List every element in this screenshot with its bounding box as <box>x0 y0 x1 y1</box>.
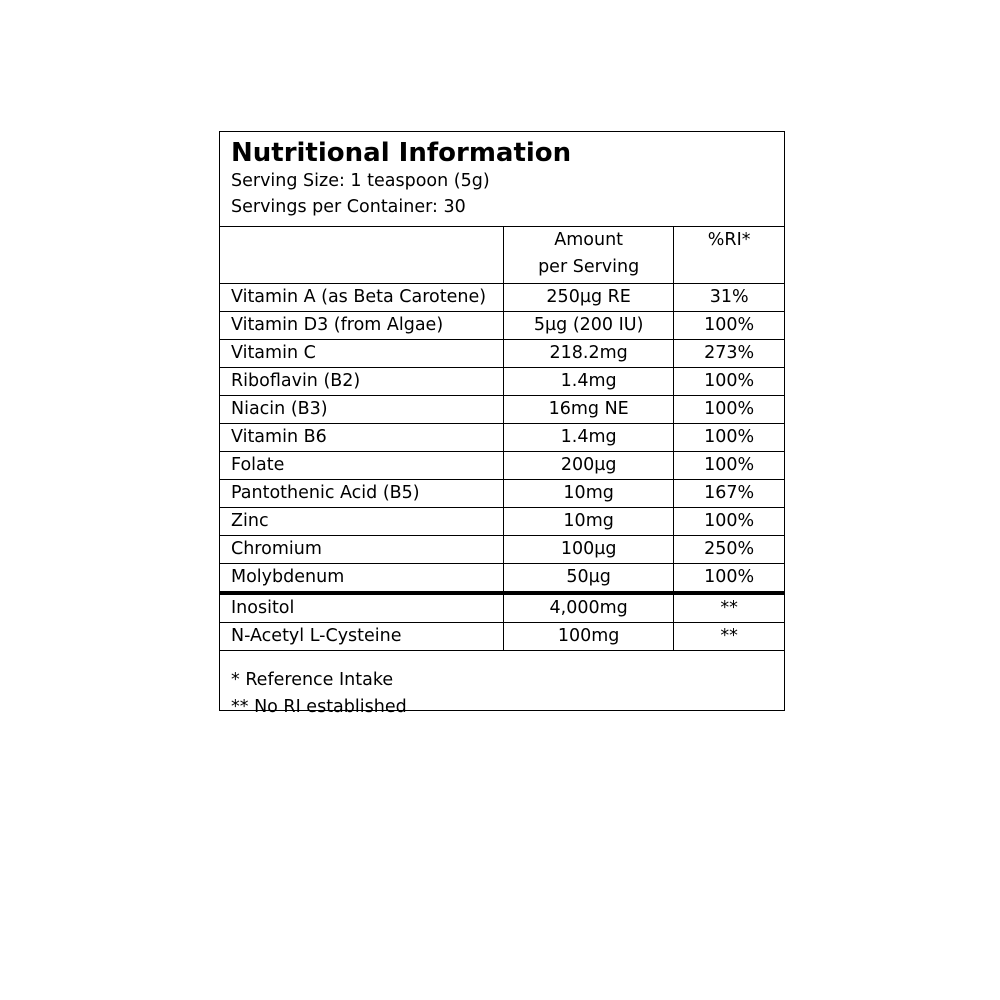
table-row <box>220 563 784 593</box>
nutrient-ri: 167% <box>674 479 784 507</box>
nutrient-name: Molybdenum <box>220 563 504 593</box>
nutrient-column-header <box>220 227 504 283</box>
table-row <box>220 507 784 535</box>
nutrient-name: Zinc <box>220 507 504 535</box>
nutrient-name: Riboflavin (B2) <box>220 367 504 395</box>
nutrient-amount: 5µg (200 IU) <box>504 311 674 339</box>
nutrient-ri: 31% <box>674 283 784 311</box>
nutrient-amount: 1.4mg <box>504 423 674 451</box>
nutrient-name: Vitamin A (as Beta Carotene) <box>220 283 504 311</box>
ri-column-header: %RI* <box>674 227 784 283</box>
nutrient-ri: ** <box>674 593 784 623</box>
nutrient-amount: 218.2mg <box>504 339 674 367</box>
nutrient-amount: 100µg <box>504 535 674 563</box>
table-row <box>220 311 784 339</box>
nutrient-amount: 10mg <box>504 479 674 507</box>
nutrient-amount: 100mg <box>504 622 674 650</box>
amount-header-line1: Amount <box>554 230 624 250</box>
table-row <box>220 367 784 395</box>
footnote-reference-intake: * Reference Intake <box>231 669 394 690</box>
nutrient-name: Vitamin B6 <box>220 423 504 451</box>
table-row <box>220 423 784 451</box>
nutrient-amount: 1.4mg <box>504 367 674 395</box>
table-row <box>220 395 784 423</box>
servings-per-container: Servings per Container: 30 <box>231 197 466 217</box>
footnote-no-ri: ** No RI established <box>231 696 407 717</box>
nutrient-name: N-Acetyl L-Cysteine <box>220 622 504 650</box>
nutrient-name: Chromium <box>220 535 504 563</box>
nutrient-ri: 273% <box>674 339 784 367</box>
nutrient-ri: 100% <box>674 311 784 339</box>
panel-header <box>220 132 784 227</box>
nutrient-name: Niacin (B3) <box>220 395 504 423</box>
nutrient-ri: 250% <box>674 535 784 563</box>
table-row <box>220 479 784 507</box>
nutrient-name: Inositol <box>220 593 504 623</box>
nutrient-name: Vitamin C <box>220 339 504 367</box>
table-row <box>220 339 784 367</box>
panel-footer <box>220 651 784 721</box>
table-row <box>220 593 784 623</box>
nutrient-amount: 10mg <box>504 507 674 535</box>
nutrient-amount: 16mg NE <box>504 395 674 423</box>
nutrient-ri: 100% <box>674 563 784 593</box>
nutrient-ri: ** <box>674 622 784 650</box>
nutrient-ri: 100% <box>674 507 784 535</box>
table-row <box>220 451 784 479</box>
nutrient-ri: 100% <box>674 367 784 395</box>
table-row <box>220 283 784 311</box>
table-header-row <box>220 227 784 283</box>
table-row <box>220 622 784 650</box>
nutrient-ri: 100% <box>674 395 784 423</box>
amount-header-line2: per Serving <box>538 257 640 277</box>
nutrient-table <box>220 227 784 651</box>
nutrient-name: Folate <box>220 451 504 479</box>
nutrient-ri: 100% <box>674 451 784 479</box>
nutrient-ri: 100% <box>674 423 784 451</box>
serving-size: Serving Size: 1 teaspoon (5g) <box>231 171 490 191</box>
nutrient-amount: 200µg <box>504 451 674 479</box>
nutrient-name: Vitamin D3 (from Algae) <box>220 311 504 339</box>
nutrient-name: Pantothenic Acid (B5) <box>220 479 504 507</box>
table-row <box>220 535 784 563</box>
amount-column-header <box>504 227 674 283</box>
nutrition-panel <box>219 131 785 717</box>
panel-title: Nutritional Information <box>231 138 572 168</box>
nutrient-amount: 50µg <box>504 563 674 593</box>
nutrient-amount: 250µg RE <box>504 283 674 311</box>
nutrient-amount: 4,000mg <box>504 593 674 623</box>
